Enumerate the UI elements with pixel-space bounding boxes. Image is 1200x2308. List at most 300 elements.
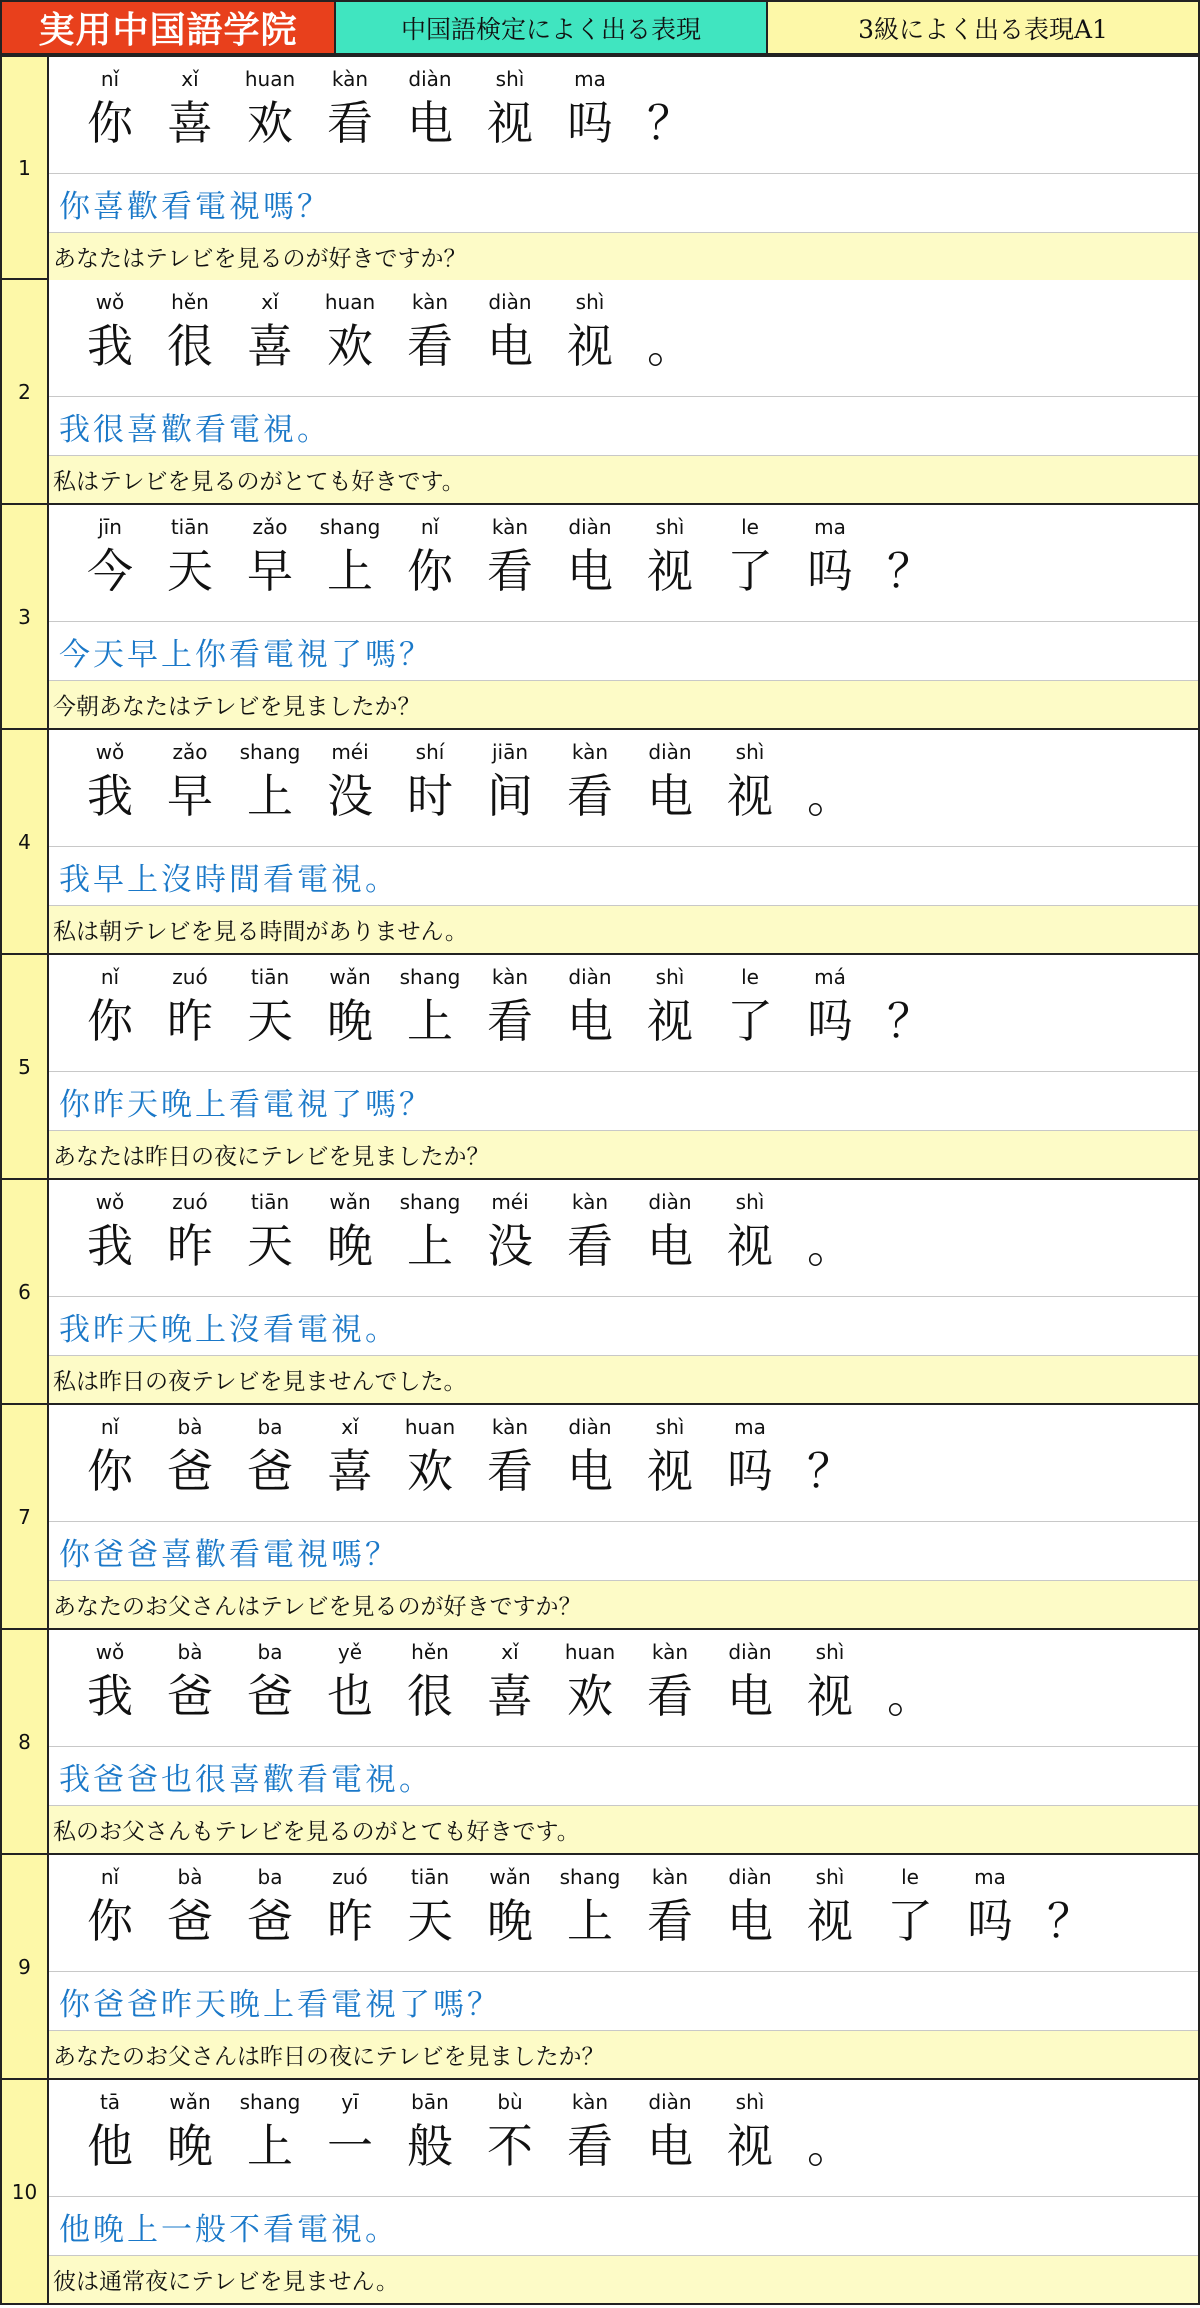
char-cell <box>150 1188 230 1276</box>
hanzi: 很 <box>167 319 213 373</box>
pinyin: shang <box>239 2090 301 2114</box>
hanzi: 爸 <box>167 1669 213 1723</box>
hanzi: 看 <box>487 994 533 1048</box>
char-cell <box>550 963 630 1051</box>
pinyin: diàn <box>408 67 452 91</box>
char-cell <box>630 513 710 601</box>
simplified-row <box>49 1180 1198 1297</box>
hanzi: 天 <box>407 1894 453 1948</box>
pinyin: ba <box>257 1865 283 1889</box>
hanzi: 。 <box>807 2119 853 2173</box>
pinyin: wǎn <box>329 965 371 989</box>
hanzi: 。 <box>647 319 693 373</box>
entry-number: 5 <box>2 955 49 1178</box>
pinyin: shì <box>655 1415 685 1439</box>
pinyin: shang <box>559 1865 621 1889</box>
char-cell <box>230 65 310 153</box>
pinyin: má <box>814 965 846 989</box>
hanzi: 看 <box>407 319 453 373</box>
entry-number: 8 <box>2 1630 49 1853</box>
traditional-text: 我很喜歡看電視。 <box>59 411 331 448</box>
pinyin: hěn <box>411 1640 449 1664</box>
char-cell <box>630 1863 710 1951</box>
hanzi: 看 <box>327 96 373 150</box>
pinyin: diàn <box>648 2090 692 2114</box>
hanzi: 视 <box>727 769 773 823</box>
hanzi-with-pinyin <box>70 288 710 376</box>
pinyin: shang <box>239 740 301 764</box>
pinyin: yī <box>341 2090 359 2114</box>
char-cell <box>710 1188 790 1276</box>
level-label: 3級によく出る表現A1 <box>768 0 1200 55</box>
char-cell <box>870 1863 950 1951</box>
hanzi: 很 <box>407 1669 453 1723</box>
char-cell <box>230 288 310 376</box>
hanzi: 吗 <box>807 994 853 1048</box>
hanzi: 。 <box>807 769 853 823</box>
pinyin: shí <box>415 740 445 764</box>
pinyin: xǐ <box>501 1640 519 1664</box>
char-cell <box>70 963 150 1051</box>
japanese-row <box>49 456 1198 503</box>
char-cell <box>310 2088 390 2176</box>
char-cell <box>790 1188 870 1276</box>
phrase-entry <box>0 1180 1200 1405</box>
traditional-row <box>49 1972 1198 2031</box>
hanzi: 上 <box>407 994 453 1048</box>
char-cell <box>310 738 390 826</box>
japanese-row <box>49 1131 1198 1178</box>
hanzi: 电 <box>647 2119 693 2173</box>
char-cell <box>550 288 630 376</box>
hanzi: 上 <box>327 544 373 598</box>
hanzi: 今 <box>87 544 133 598</box>
pinyin: shì <box>655 965 685 989</box>
pinyin: nǐ <box>100 965 120 989</box>
simplified-row <box>49 1630 1198 1747</box>
pinyin: diàn <box>568 965 612 989</box>
char-cell <box>550 738 630 826</box>
pinyin: huan <box>404 1415 456 1439</box>
pinyin: kàn <box>571 2090 609 2114</box>
hanzi: 天 <box>247 994 293 1048</box>
pinyin: xǐ <box>181 67 199 91</box>
char-cell <box>70 1863 150 1951</box>
char-cell <box>790 1863 870 1951</box>
japanese-row <box>49 2031 1198 2078</box>
pinyin: bà <box>177 1865 203 1889</box>
phrase-entry <box>0 1405 1200 1630</box>
hanzi: 视 <box>647 544 693 598</box>
entry-body <box>49 1630 1198 1853</box>
char-cell <box>70 513 150 601</box>
simplified-row <box>49 280 1198 397</box>
hanzi: 晚 <box>327 994 373 1048</box>
pinyin: huan <box>244 67 296 91</box>
hanzi: 天 <box>167 544 213 598</box>
char-cell <box>230 1188 310 1276</box>
hanzi: ？ <box>807 1444 853 1498</box>
char-cell <box>390 1188 470 1276</box>
phrase-entry <box>0 2080 1200 2305</box>
char-cell <box>150 288 230 376</box>
hanzi: 吗 <box>807 544 853 598</box>
phrase-entry <box>0 505 1200 730</box>
pinyin: le <box>901 1865 919 1889</box>
char-cell <box>150 2088 230 2176</box>
char-cell <box>870 963 950 1051</box>
char-cell <box>470 288 550 376</box>
hanzi: 爸 <box>247 1444 293 1498</box>
entry-number: 10 <box>2 2080 49 2303</box>
hanzi: 晚 <box>167 2119 213 2173</box>
hanzi: 看 <box>567 2119 613 2173</box>
hanzi: 喜 <box>167 96 213 150</box>
pinyin: wǎn <box>169 2090 211 2114</box>
hanzi: 时 <box>407 769 453 823</box>
pinyin: bān <box>411 2090 449 2114</box>
pinyin: wǒ <box>95 1640 125 1664</box>
hanzi-with-pinyin <box>70 1413 870 1501</box>
char-cell <box>310 513 390 601</box>
char-cell <box>70 1413 150 1501</box>
simplified-row <box>49 1855 1198 1972</box>
char-cell <box>230 1863 310 1951</box>
char-cell <box>230 1413 310 1501</box>
pinyin: zǎo <box>252 515 288 539</box>
hanzi: 晚 <box>327 1219 373 1273</box>
char-cell <box>790 1413 870 1501</box>
entry-body <box>49 505 1198 728</box>
pinyin: diàn <box>568 515 612 539</box>
phrase-entry <box>0 1630 1200 1855</box>
char-cell <box>630 963 710 1051</box>
entry-body <box>49 2080 1198 2303</box>
pinyin: tiān <box>250 965 290 989</box>
hanzi: 看 <box>567 1219 613 1273</box>
char-cell <box>310 1413 390 1501</box>
simplified-row <box>49 730 1198 847</box>
char-cell <box>470 963 550 1051</box>
hanzi: 吗 <box>967 1894 1013 1948</box>
pinyin: tā <box>99 2090 121 2114</box>
pinyin: ba <box>257 1415 283 1439</box>
pinyin: xǐ <box>341 1415 359 1439</box>
pinyin: kàn <box>331 67 369 91</box>
simplified-row <box>49 505 1198 622</box>
pinyin: le <box>741 515 759 539</box>
traditional-text: 你爸爸昨天晚上看電視了嗎？ <box>59 1986 501 2023</box>
japanese-translation: あなたは昨日の夜にテレビを見ましたか？ <box>53 1144 490 1170</box>
hanzi: 。 <box>887 1669 933 1723</box>
simplified-row <box>49 57 1198 174</box>
hanzi: 电 <box>647 769 693 823</box>
char-cell <box>710 513 790 601</box>
char-cell <box>70 738 150 826</box>
char-cell <box>870 1638 950 1726</box>
simplified-row <box>49 1405 1198 1522</box>
hanzi: 电 <box>567 544 613 598</box>
hanzi: 爸 <box>247 1894 293 1948</box>
hanzi: 不 <box>487 2119 533 2173</box>
pinyin: wǎn <box>489 1865 531 1889</box>
hanzi: 上 <box>247 769 293 823</box>
pinyin: ma <box>814 515 846 539</box>
traditional-text: 今天早上你看電視了嗎？ <box>59 636 433 673</box>
char-cell <box>390 65 470 153</box>
char-cell <box>150 1863 230 1951</box>
entry-body <box>49 1180 1198 1403</box>
hanzi: 我 <box>87 1219 133 1273</box>
hanzi: 了 <box>727 544 773 598</box>
pinyin: bà <box>177 1415 203 1439</box>
pinyin: ma <box>574 67 606 91</box>
char-cell <box>630 65 710 153</box>
char-cell <box>310 65 390 153</box>
japanese-translation: 彼は通常夜にテレビを見ません。 <box>53 2269 399 2295</box>
pinyin: shì <box>735 1190 765 1214</box>
hanzi-with-pinyin <box>70 963 950 1051</box>
japanese-translation: 私はテレビを見るのがとても好きです。 <box>53 469 465 495</box>
hanzi: 爸 <box>167 1444 213 1498</box>
pinyin: shì <box>735 2090 765 2114</box>
char-cell <box>790 513 870 601</box>
traditional-text: 我昨天晚上沒看電視。 <box>59 1311 399 1348</box>
char-cell <box>230 738 310 826</box>
char-cell <box>390 288 470 376</box>
hanzi: 早 <box>167 769 213 823</box>
pinyin: wǒ <box>95 290 125 314</box>
traditional-row <box>49 1297 1198 1356</box>
japanese-translation: 私のお父さんもテレビを見るのがとても好きです。 <box>53 1819 580 1845</box>
char-cell <box>630 2088 710 2176</box>
entry-body <box>49 1405 1198 1628</box>
hanzi: 上 <box>567 1894 613 1948</box>
japanese-translation: あなたのお父さんはテレビを見るのが好きですか？ <box>53 1594 582 1620</box>
pinyin: wǒ <box>95 740 125 764</box>
japanese-row <box>49 233 1198 280</box>
char-cell <box>390 963 470 1051</box>
entry-number: 4 <box>2 730 49 953</box>
char-cell <box>70 1638 150 1726</box>
entry-number: 2 <box>2 280 49 503</box>
char-cell <box>150 738 230 826</box>
pinyin: diàn <box>648 740 692 764</box>
phrase-list <box>0 55 1200 2305</box>
pinyin: wǎn <box>329 1190 371 1214</box>
hanzi: 你 <box>407 544 453 598</box>
japanese-row <box>49 906 1198 953</box>
school-title: 実用中国語学院 <box>0 0 336 55</box>
char-cell <box>470 1413 550 1501</box>
exam-subtitle: 中国語検定によく出る表現 <box>336 0 768 55</box>
hanzi: 晚 <box>487 1894 533 1948</box>
pinyin: diàn <box>648 1190 692 1214</box>
hanzi: 视 <box>487 96 533 150</box>
pinyin: diàn <box>488 290 532 314</box>
pinyin: diàn <box>728 1640 772 1664</box>
entry-body <box>49 280 1198 503</box>
pinyin: diàn <box>728 1865 772 1889</box>
pinyin: shì <box>495 67 525 91</box>
hanzi: 吗 <box>567 96 613 150</box>
char-cell <box>630 738 710 826</box>
char-cell <box>310 1863 390 1951</box>
pinyin: kàn <box>651 1640 689 1664</box>
char-cell <box>710 738 790 826</box>
hanzi: 欢 <box>327 319 373 373</box>
traditional-row <box>49 622 1198 681</box>
traditional-row <box>49 2197 1198 2256</box>
hanzi: 我 <box>87 769 133 823</box>
traditional-text: 你昨天晚上看電視了嗎？ <box>59 1086 433 1123</box>
hanzi: 喜 <box>487 1669 533 1723</box>
char-cell <box>230 2088 310 2176</box>
japanese-translation: あなたのお父さんは昨日の夜にテレビを見ましたか？ <box>53 2044 605 2070</box>
char-cell <box>310 1638 390 1726</box>
char-cell <box>150 963 230 1051</box>
japanese-row <box>49 1356 1198 1403</box>
char-cell <box>470 1863 550 1951</box>
char-cell <box>70 65 150 153</box>
hanzi: 吗 <box>727 1444 773 1498</box>
char-cell <box>710 1413 790 1501</box>
hanzi: 视 <box>807 1669 853 1723</box>
char-cell <box>390 1863 470 1951</box>
hanzi: 了 <box>727 994 773 1048</box>
traditional-text: 你爸爸喜歡看電視嗎？ <box>59 1536 399 1573</box>
pinyin: tiān <box>410 1865 450 1889</box>
traditional-row <box>49 1747 1198 1806</box>
char-cell <box>390 2088 470 2176</box>
hanzi-with-pinyin <box>70 1188 870 1276</box>
traditional-row <box>49 847 1198 906</box>
hanzi-with-pinyin <box>70 1638 950 1726</box>
pinyin: kàn <box>491 1415 529 1439</box>
hanzi: 电 <box>407 96 453 150</box>
char-cell <box>470 2088 550 2176</box>
hanzi-with-pinyin <box>70 513 950 601</box>
japanese-translation: 私は朝テレビを見る時間がありません。 <box>53 919 468 945</box>
hanzi: ？ <box>1047 1894 1093 1948</box>
char-cell <box>1030 1863 1110 1951</box>
hanzi: 欢 <box>567 1669 613 1723</box>
hanzi: 没 <box>327 769 373 823</box>
pinyin: hěn <box>171 290 209 314</box>
entry-body <box>49 955 1198 1178</box>
hanzi: 也 <box>327 1669 373 1723</box>
hanzi: 电 <box>487 319 533 373</box>
traditional-text: 我爸爸也很喜歡看電視。 <box>59 1761 433 1798</box>
char-cell <box>70 2088 150 2176</box>
pinyin: le <box>741 965 759 989</box>
char-cell <box>470 513 550 601</box>
hanzi: 上 <box>247 2119 293 2173</box>
simplified-row <box>49 2080 1198 2197</box>
entry-body <box>49 57 1198 278</box>
hanzi: 欢 <box>247 96 293 150</box>
char-cell <box>790 1638 870 1726</box>
hanzi: 电 <box>567 994 613 1048</box>
char-cell <box>470 738 550 826</box>
pinyin: nǐ <box>100 1415 120 1439</box>
phrase-entry <box>0 55 1200 280</box>
char-cell <box>790 738 870 826</box>
char-cell <box>550 1413 630 1501</box>
entry-body <box>49 730 1198 953</box>
pinyin: shì <box>815 1865 845 1889</box>
char-cell <box>150 513 230 601</box>
pinyin: nǐ <box>100 1865 120 1889</box>
pinyin: zǎo <box>172 740 208 764</box>
pinyin: yě <box>337 1640 363 1664</box>
simplified-row <box>49 955 1198 1072</box>
char-cell <box>950 1863 1030 1951</box>
hanzi: 般 <box>407 2119 453 2173</box>
char-cell <box>630 1638 710 1726</box>
hanzi: 看 <box>647 1894 693 1948</box>
entry-number: 1 <box>2 57 49 278</box>
char-cell <box>230 513 310 601</box>
char-cell <box>630 288 710 376</box>
entry-number: 3 <box>2 505 49 728</box>
char-cell <box>550 1863 630 1951</box>
hanzi: 他 <box>87 2119 133 2173</box>
hanzi: 爸 <box>167 1894 213 1948</box>
hanzi: 喜 <box>247 319 293 373</box>
pinyin: jiān <box>491 740 529 764</box>
pinyin: zuó <box>172 1190 208 1214</box>
char-cell <box>710 1863 790 1951</box>
traditional-text: 你喜歡看電視嗎？ <box>59 188 331 225</box>
japanese-translation: あなたはテレビを見るのが好きですか？ <box>53 246 467 272</box>
pinyin: kàn <box>411 290 449 314</box>
hanzi: 视 <box>727 1219 773 1273</box>
pinyin: nǐ <box>420 515 440 539</box>
pinyin: kàn <box>491 965 529 989</box>
traditional-row <box>49 174 1198 233</box>
pinyin: wǒ <box>95 1190 125 1214</box>
pinyin: zuó <box>172 965 208 989</box>
char-cell <box>790 2088 870 2176</box>
char-cell <box>870 513 950 601</box>
hanzi-with-pinyin <box>70 65 710 153</box>
hanzi-with-pinyin <box>70 2088 870 2176</box>
traditional-row <box>49 397 1198 456</box>
hanzi: ？ <box>647 96 693 150</box>
pinyin: méi <box>331 740 369 764</box>
char-cell <box>310 963 390 1051</box>
pinyin: kàn <box>571 1190 609 1214</box>
hanzi: 视 <box>807 1894 853 1948</box>
traditional-text: 他晚上一般不看電視。 <box>59 2211 399 2248</box>
pinyin: shì <box>655 515 685 539</box>
hanzi: 爸 <box>247 1669 293 1723</box>
header-bar <box>0 0 1200 55</box>
char-cell <box>230 1638 310 1726</box>
entry-body <box>49 1855 1198 2078</box>
char-cell <box>710 2088 790 2176</box>
japanese-row <box>49 681 1198 728</box>
hanzi-with-pinyin <box>70 738 870 826</box>
hanzi: 你 <box>87 994 133 1048</box>
char-cell <box>470 1188 550 1276</box>
pinyin: jīn <box>98 515 122 539</box>
pinyin: huan <box>564 1640 616 1664</box>
entry-number: 6 <box>2 1180 49 1403</box>
hanzi: 你 <box>87 96 133 150</box>
pinyin: xǐ <box>261 290 279 314</box>
